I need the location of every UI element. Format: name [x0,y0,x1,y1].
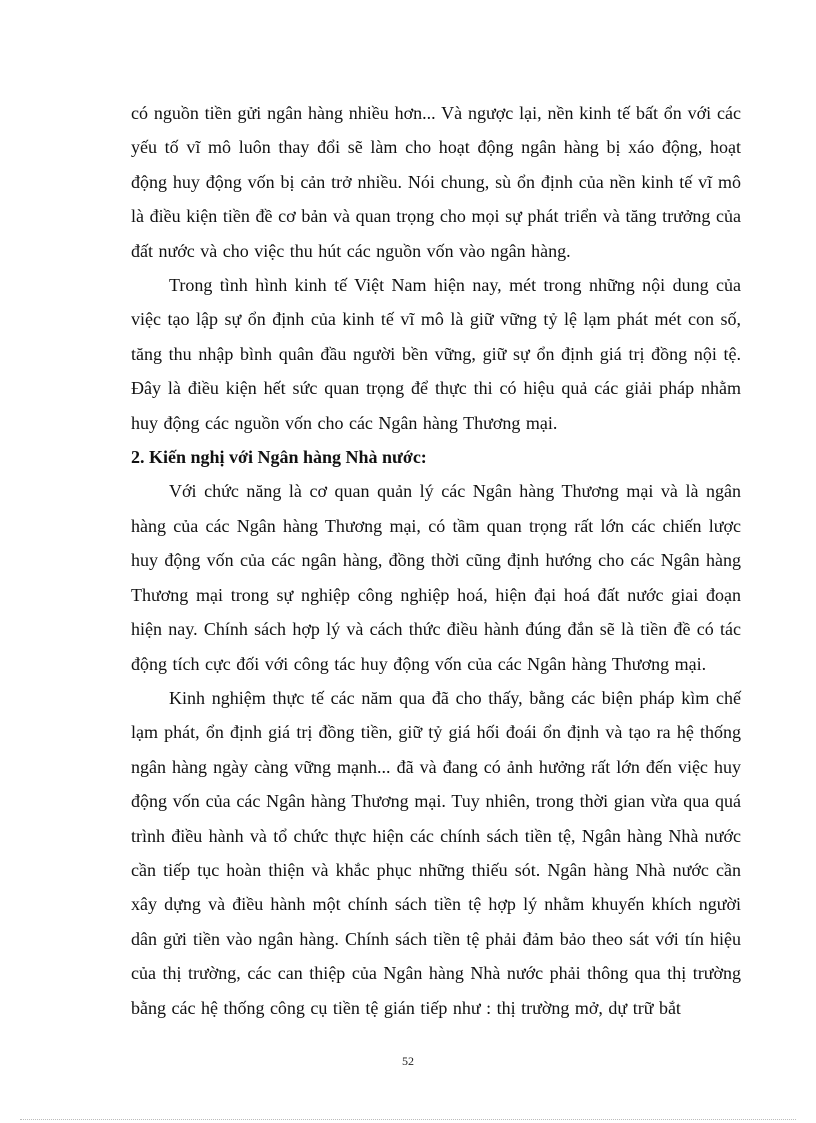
section-heading: 2. Kiến nghị với Ngân hàng Nhà nước: [131,447,427,468]
paragraph-state-bank-role: Với chức năng là cơ quan quản lý các Ngân hàng Thương mại và là ngân hàng của các Ngân hàng Thương mại, có tầm quan trọng rất lớn các chiến lược huy động vốn của các ngân hàng, đồng thời cũng định hướng cho các Ngân hàng Thương mại trong sự nghiệp công nghiệp hoá, hiện đại hoá đất nước giai đoạn hiện nay. Chính sách hợp lý và cách thức điều hành đúng đắn sẽ là tiền đề có tác động tích cực đối với công tác huy động vốn của các Ngân hàng Thương mại. [131,481,741,674]
paragraph-macro-stability: Trong tình hình kinh tế Việt Nam hiện nay, mét trong những nội dung của việc tạo lập sự ổn định của kinh tế vĩ mô là giữ vững tỷ lệ lạm phát mét con số, tăng thu nhập bình quân đầu người bền vững, giữ sự ổn định giá trị đồng nội tệ. Đây là điều kiện hết sức quan trọng để thực thi có hiệu quả các giải pháp nhằm huy động các nguồn vốn cho các Ngân hàng Thương mại. [131,275,741,433]
paragraph-continuation: có nguồn tiền gửi ngân hàng nhiều hơn... Và ngược lại, nền kinh tế bất ổn với các yếu tố vĩ mô luôn thay đổi sẽ làm cho hoạt động ngân hàng bị xáo động, hoạt động huy động vốn bị cản trở nhiều. Nói chung, sù ổn định của nền kinh tế vĩ mô là điều kiện tiền đề cơ bản và quan trọng cho mọi sự phát triển và tăng trưởng của đất nước và cho việc thu hút các nguồn vốn vào ngân hàng. [131,103,741,261]
page-body [131,96,741,1025]
page-number: 52 [402,1054,414,1068]
page-bottom-divider [20,1119,796,1120]
paragraph-experience: Kinh nghiệm thực tế các năm qua đã cho thấy, bằng các biện pháp kìm chế lạm phát, ổn định giá trị đồng tiền, giữ tỷ giá hối đoái ổn định và tạo ra hệ thống ngân hàng ngày càng vững mạnh... đã và đang có ảnh hưởng rất lớn đến việc huy động vốn của các Ngân hàng Thương mại. Tuy nhiên, trong thời gian vừa qua quá trình điều hành và tổ chức thực hiện các chính sách tiền tệ, Ngân hàng Nhà nước cần tiếp tục hoàn thiện và khắc phục những thiếu sót. Ngân hàng Nhà nước cần xây dựng và điều hành một chính sách tiền tệ hợp lý nhằm khuyến khích người dân gửi tiền vào ngân hàng. Chính sách tiền tệ phải đảm bảo theo sát với tín hiệu của thị trường, các can thiệp của Ngân hàng Nhà nước phải thông qua thị trường bằng các hệ thống công cụ tiền tệ gián tiếp như : thị trường mở, dự trữ bắt [131,687,741,1018]
